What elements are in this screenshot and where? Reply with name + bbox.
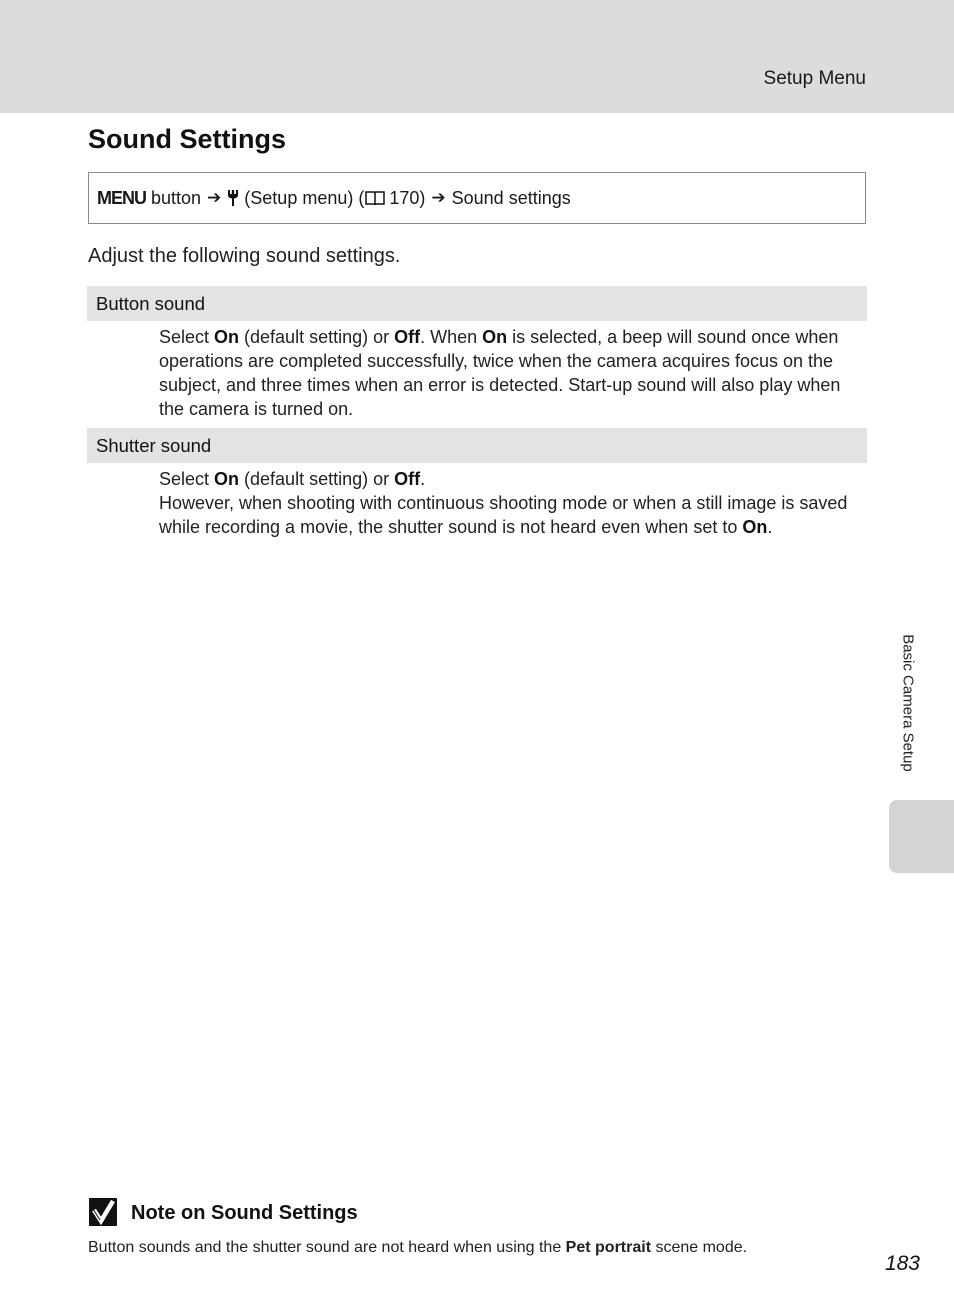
text-run: is selected, a beep will sound once when operations are completed successfully, twice when the camera acquires focus on the subject, and three times when an error is detected. Start-up sound will also play when the camera is turned on. [159, 327, 841, 419]
paragraph [159, 467, 864, 491]
menu-path-target: Sound settings [451, 187, 571, 208]
note-text [88, 1239, 747, 1257]
on-option: On [214, 327, 240, 347]
side-tab-label: Basic Camera Setup [899, 634, 917, 772]
text-run: Select [159, 469, 215, 489]
on-option: On [482, 327, 508, 347]
right-arrow-icon: ➔ [207, 188, 222, 207]
on-option: On [742, 517, 768, 537]
text-run: scene mode. [651, 1239, 748, 1256]
text-run: (default setting) or [239, 469, 395, 489]
section-body-shutter-sound [159, 467, 864, 539]
right-arrow-icon: ➔ [431, 188, 446, 207]
side-tab [889, 800, 954, 873]
wrench-icon [227, 189, 239, 207]
header-band [0, 0, 954, 113]
menu-path-page-ref: 170) [389, 187, 426, 208]
running-header: Setup Menu [763, 68, 866, 89]
page-title: Sound Settings [88, 124, 286, 154]
text-run: . [420, 469, 426, 489]
on-option: On [214, 469, 240, 489]
text-run: . [767, 517, 773, 537]
paragraph [159, 491, 864, 539]
text-run: Button sounds and the shutter sound are not heard when using the [88, 1239, 566, 1256]
menu-button-icon: MENU [97, 187, 146, 208]
text-run: Select [159, 327, 215, 347]
text-run: . When [420, 327, 483, 347]
note-title: Note on Sound Settings [131, 1202, 358, 1224]
text-run: However, when shooting with continuous shooting mode or when a still image is saved while recording a movie, the shutter sound is not heard even when set to [159, 493, 848, 537]
section-body-button-sound [159, 325, 864, 421]
pet-portrait-label: Pet portrait [565, 1239, 652, 1256]
section-heading-shutter-sound: Shutter sound [87, 428, 867, 463]
menu-path-button-label: button [151, 187, 202, 208]
text-run: (default setting) or [239, 327, 395, 347]
intro-text: Adjust the following sound settings. [88, 245, 401, 267]
off-option: Off [394, 327, 421, 347]
checkmark-note-icon [88, 1197, 118, 1227]
off-option: Off [394, 469, 421, 489]
book-icon [365, 190, 385, 206]
menu-path-box [88, 172, 866, 224]
page-number: 183 [884, 1252, 920, 1275]
section-heading-button-sound: Button sound [87, 286, 867, 321]
menu-path-setup-menu: (Setup menu) ( [244, 187, 365, 208]
